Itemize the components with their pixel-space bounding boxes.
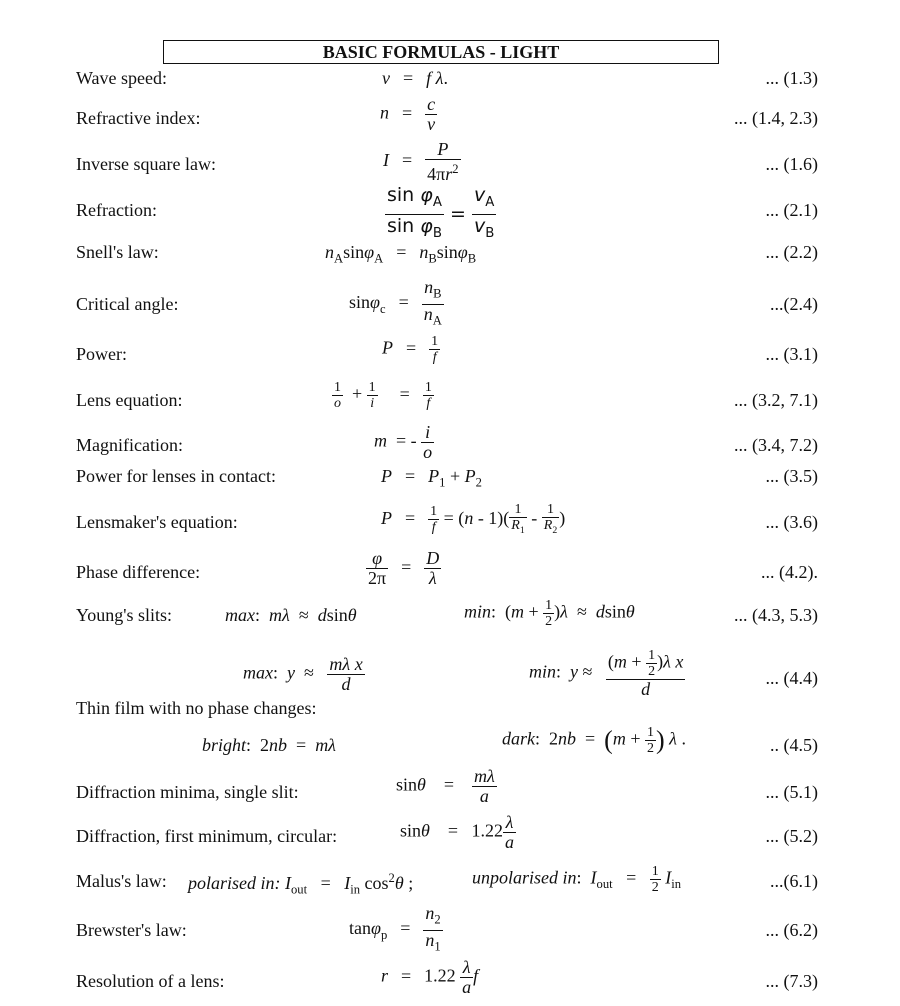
- out-subscript: out: [596, 877, 613, 892]
- min-word: min: [529, 661, 556, 682]
- sin-text: sin: [604, 601, 626, 622]
- formula-unpolarised: unpolarised in: $I_{out}$ = $\frac{1}{2}$ $I_{in}$: [472, 864, 682, 895]
- formula-label: Critical angle:: [76, 294, 179, 314]
- tan-text: tan: [349, 918, 371, 939]
- formula-ref: ... (7.3): [765, 971, 818, 991]
- formula: I = $\frac{P}{4\pi r^2}$: [383, 139, 459, 184]
- bright-word: bright: [202, 735, 247, 755]
- out-subscript: out: [291, 882, 308, 897]
- dark-word: dark: [502, 728, 535, 749]
- sin-text: sin: [400, 820, 422, 841]
- formula: $\frac{1}{o}$ + $\frac{1}{i}$ = $\frac{1}{f}$: [334, 380, 432, 411]
- formula-label: Resolution of a lens:: [76, 971, 225, 991]
- formula-label: Lensmaker's equation:: [76, 512, 238, 532]
- formula-label: Lens equation:: [76, 390, 183, 410]
- formula-ref: ... (2.2): [765, 242, 818, 262]
- formula-label: Malus's law:: [76, 871, 167, 891]
- formula-label: Young's slits:: [76, 605, 172, 625]
- sin-text: sin: [387, 214, 415, 237]
- formula: v = f λ.: [382, 68, 448, 88]
- formula: tanφ$_p$ = $\frac{n_2}{n_1}$: [349, 904, 443, 956]
- formula: $P = P_1 + P_2$: [381, 466, 482, 490]
- formula-label: Snell's law:: [76, 242, 159, 262]
- polarised-word: polarised in:: [188, 873, 281, 893]
- formula: $\frac{\varphi}{2\pi}$ = $\frac{D}{\lambda}$: [368, 548, 440, 588]
- formula: r = 1.22 $\frac{\lambda}{a}$ f: [381, 957, 479, 997]
- formula-ref: ... (3.6): [765, 512, 818, 532]
- formula-ref: ... (4.3, 5.3): [734, 605, 818, 625]
- formula-label: Diffraction, first minimum, circular:: [76, 826, 338, 846]
- formula-ref: ...(6.1): [770, 871, 818, 891]
- max-word: max: [225, 605, 255, 625]
- min-word: min: [464, 601, 491, 622]
- formula-ref: ... (1.4, 2.3): [734, 108, 818, 128]
- formula-label: Inverse square law:: [76, 154, 216, 174]
- formula-ref: ... (3.4, 7.2): [734, 435, 818, 455]
- in-subscript: in: [350, 882, 361, 897]
- formula-label: Diffraction minima, single slit:: [76, 782, 299, 802]
- formula: P = $\frac{1}{f}$: [382, 334, 439, 365]
- formula-ref: ... (1.6): [765, 154, 818, 174]
- formula: sinθ = $\frac{m\lambda}{a}$: [396, 766, 495, 806]
- sin-text: sin: [436, 242, 458, 262]
- constant: 1.22: [424, 965, 456, 986]
- formula-label: Thin film with no phase changes:: [76, 698, 317, 718]
- formula: m = - $\frac{i}{o}$: [374, 422, 433, 462]
- formula-label: Magnification:: [76, 435, 183, 455]
- formula-label: Refractive index:: [76, 108, 201, 128]
- formula-label: Refraction:: [76, 200, 157, 220]
- sin-text: sin: [396, 774, 418, 795]
- formula-ref: ... (4.2).: [761, 562, 818, 582]
- sin-text: sin: [343, 242, 365, 262]
- formula-min: min: (m + $\frac{1}{2}$ )λ ≈ dsinθ: [464, 598, 635, 629]
- sin-text: sin: [349, 292, 371, 313]
- unpolarised-word: unpolarised in: [472, 867, 577, 888]
- sin-text: sin: [387, 184, 415, 206]
- in-subscript: in: [671, 877, 682, 892]
- formula-max: max: y ≈ $\frac{\text{mλ x}}{d}$: [243, 654, 363, 694]
- formula: P = $\frac{1}{f}$ = (n - 1)( $\frac{1}{R_1}$ - $\frac{1}{R_2}$ ): [381, 502, 566, 536]
- max-word: max: [243, 662, 273, 683]
- formula: n = $\frac{c}{v}$: [380, 94, 436, 134]
- formula-label: Wave speed:: [76, 68, 168, 88]
- formula-polarised: polarised in: $I_{out} = I_{in}$ $\cos^2\theta$ ;: [188, 871, 414, 897]
- formula-ref: ... (5.2): [765, 826, 818, 846]
- formula: $n_A\sin\varphi_A = n_B\sin\varphi_B$: [325, 242, 477, 266]
- formula-ref: ... (5.1): [765, 782, 818, 802]
- formula-ref: ... (4.4): [765, 668, 818, 688]
- formula-ref: ... (3.2, 7.1): [734, 390, 818, 410]
- formula: $\frac{\sin \varphi_A}{\sin \varphi_B}$ = $\frac{v_A}{v_B}$: [385, 184, 496, 245]
- formula-label: Phase difference:: [76, 562, 201, 582]
- cos-text: cos: [364, 873, 389, 893]
- formula-ref: ... (3.5): [765, 466, 818, 486]
- formula-ref: ... (6.2): [765, 920, 818, 940]
- formula-label: Power:: [76, 344, 127, 364]
- formula-ref: ... (1.3): [765, 68, 818, 88]
- formula-ref: ... (3.1): [765, 344, 818, 364]
- formula-ref: .. (4.5): [770, 735, 818, 755]
- formula-label: Brewster's law:: [76, 920, 187, 940]
- formula-ref: ... (2.1): [765, 200, 818, 220]
- formula: sinθ = 1.22 $\frac{\lambda}{a}$: [400, 812, 515, 852]
- constant: 1.22: [471, 820, 504, 841]
- formula: sinφ$_c$ = $\frac{n_B}{n_A}$: [349, 278, 444, 330]
- formula-label: Power for lenses in contact:: [76, 466, 276, 486]
- formula-ref: ...(2.4): [770, 294, 818, 314]
- formula-min: min: y ≈ (m + $\frac{1}{2}$ )λ x d: [529, 648, 684, 699]
- formula-dark: dark: 2nb = (m + $\frac{1}{2}$ ) λ .: [502, 725, 686, 756]
- formula-bright: bright: 2nb = mλ: [202, 735, 336, 755]
- formula-max: max: mλ ≈ dsinθ: [225, 605, 357, 625]
- sin-text: sin: [326, 605, 348, 625]
- page-title: BASIC FORMULAS - LIGHT: [163, 40, 719, 64]
